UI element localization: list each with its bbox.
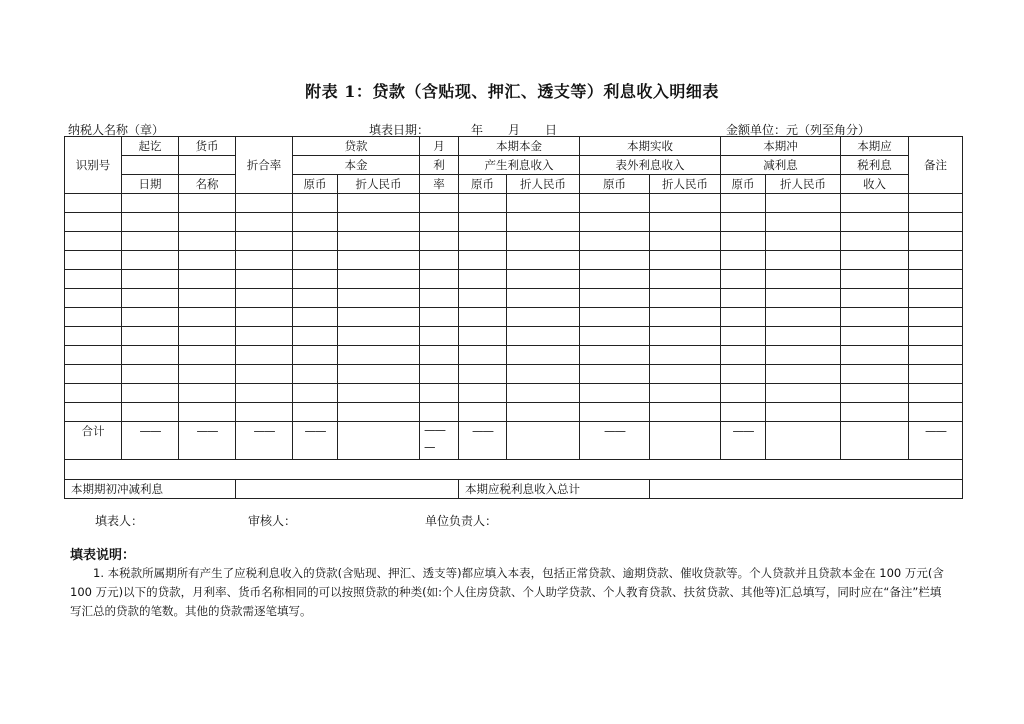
table-row [65,213,963,232]
total-dash-period-orig: —— [472,424,493,438]
table-row [65,308,963,327]
header-loan-principal-bottom: 本金 [293,156,420,175]
total-dash-offset-orig: —— [732,424,754,438]
header-exchange-rate: 折合率 [236,137,293,194]
total-dash-start: —— [139,424,161,438]
header-offset-bottom: 减利息 [721,156,841,175]
total-label: 合计 [65,422,122,460]
table-row [65,251,963,270]
notes-body [70,564,950,621]
total-row [65,422,963,460]
table-row [65,346,963,365]
header-remarks: 备注 [909,137,963,194]
table-row [65,232,963,251]
fill-date-day: 日 [545,123,558,137]
taxable-interest-total-value[interactable] [650,480,963,499]
period-initial-offset-value[interactable] [236,480,459,499]
amount-unit-label: 金额单位：元（列至角分） [726,123,871,137]
header-actual-interest-bottom: 表外利息收入 [580,156,721,175]
header-monthly-rate-3: 率 [420,175,459,194]
total-dash-actual-orig: —— [604,424,625,438]
header-actual-interest-top: 本期实收 [580,137,721,156]
header-monthly-rate-2: 利 [420,156,459,175]
total-dash-monthly-rate-wrap: — [424,440,436,454]
header-taxable-2: 税利息 [841,156,909,175]
total-dash-rate: —— [253,424,275,438]
interest-income-table [64,136,963,499]
table-row [65,289,963,308]
fill-date-year: 年 [471,123,484,137]
summary-row [65,480,963,499]
page-title: 附表 1：贷款（含贴现、押汇、透支等）利息收入明细表 [305,82,719,101]
header-currency-top: 货币 [179,137,236,156]
header-id: 识别号 [65,137,122,194]
header-taxable-3: 收入 [841,175,909,194]
header-currency-bottom: 名称 [179,175,236,194]
filler-label: 填表人： [95,514,144,528]
table-row [65,270,963,289]
reviewer-label: 审核人： [248,514,297,528]
taxable-interest-total-label: 本期应税利息收入总计 [459,480,650,499]
header-start-top: 起讫 [122,137,179,156]
header-period-interest-bottom: 产生利息收入 [459,156,580,175]
header-period-interest-top: 本期本金 [459,137,580,156]
total-dash-remarks: —— [925,424,946,438]
header-period-rmb: 折人民币 [507,175,580,194]
total-dash-monthly-rate: —— [424,423,445,437]
header-actual-rmb: 折人民币 [650,175,721,194]
fill-date-month: 月 [508,123,521,137]
table-row [65,384,963,403]
header-offset-orig: 原币 [721,175,766,194]
header-principal-orig: 原币 [293,175,338,194]
header-offset-rmb: 折人民币 [766,175,841,194]
table-row [65,194,963,213]
notes-paragraph-1: 1. 本税款所属期所有产生了应税利息收入的贷款(含贴现、押汇、透支等)都应填入本表，包括正常贷款、逾期贷款、催收贷款等。个人贷款并且贷款本金在 100 万元(含 100 万元)以下的贷款，月利率、货币名称相同的可以按照贷款的种类(如:个人住房贷款、个人助学贷款、个人教育贷款、扶贫贷款、其他等)汇总填写，同时应在“备注”栏填写汇总的贷款的笔数。其他的贷款需逐笔填写。 [70,566,944,618]
table-row [65,365,963,384]
header-loan-principal-top: 贷款 [293,137,420,156]
fill-date-label: 填表日期： [369,123,430,137]
header-offset-top: 本期冲 [721,137,841,156]
header-principal-rmb: 折人民币 [338,175,420,194]
total-dash-currency: —— [196,424,218,438]
header-period-orig: 原币 [459,175,507,194]
header-start-bottom: 日期 [122,175,179,194]
blank-row [65,460,963,480]
period-initial-offset-label: 本期期初冲减利息 [65,480,236,499]
header-actual-orig: 原币 [580,175,650,194]
manager-label: 单位负责人： [425,514,498,528]
taxpayer-name-label: 纳税人名称（章） [68,123,165,137]
notes-heading: 填表说明： [70,548,136,563]
header-taxable-1: 本期应 [841,137,909,156]
table-row [65,327,963,346]
header-monthly-rate-1: 月 [420,137,459,156]
table-row [65,403,963,422]
total-dash-principal-orig: —— [304,424,326,438]
